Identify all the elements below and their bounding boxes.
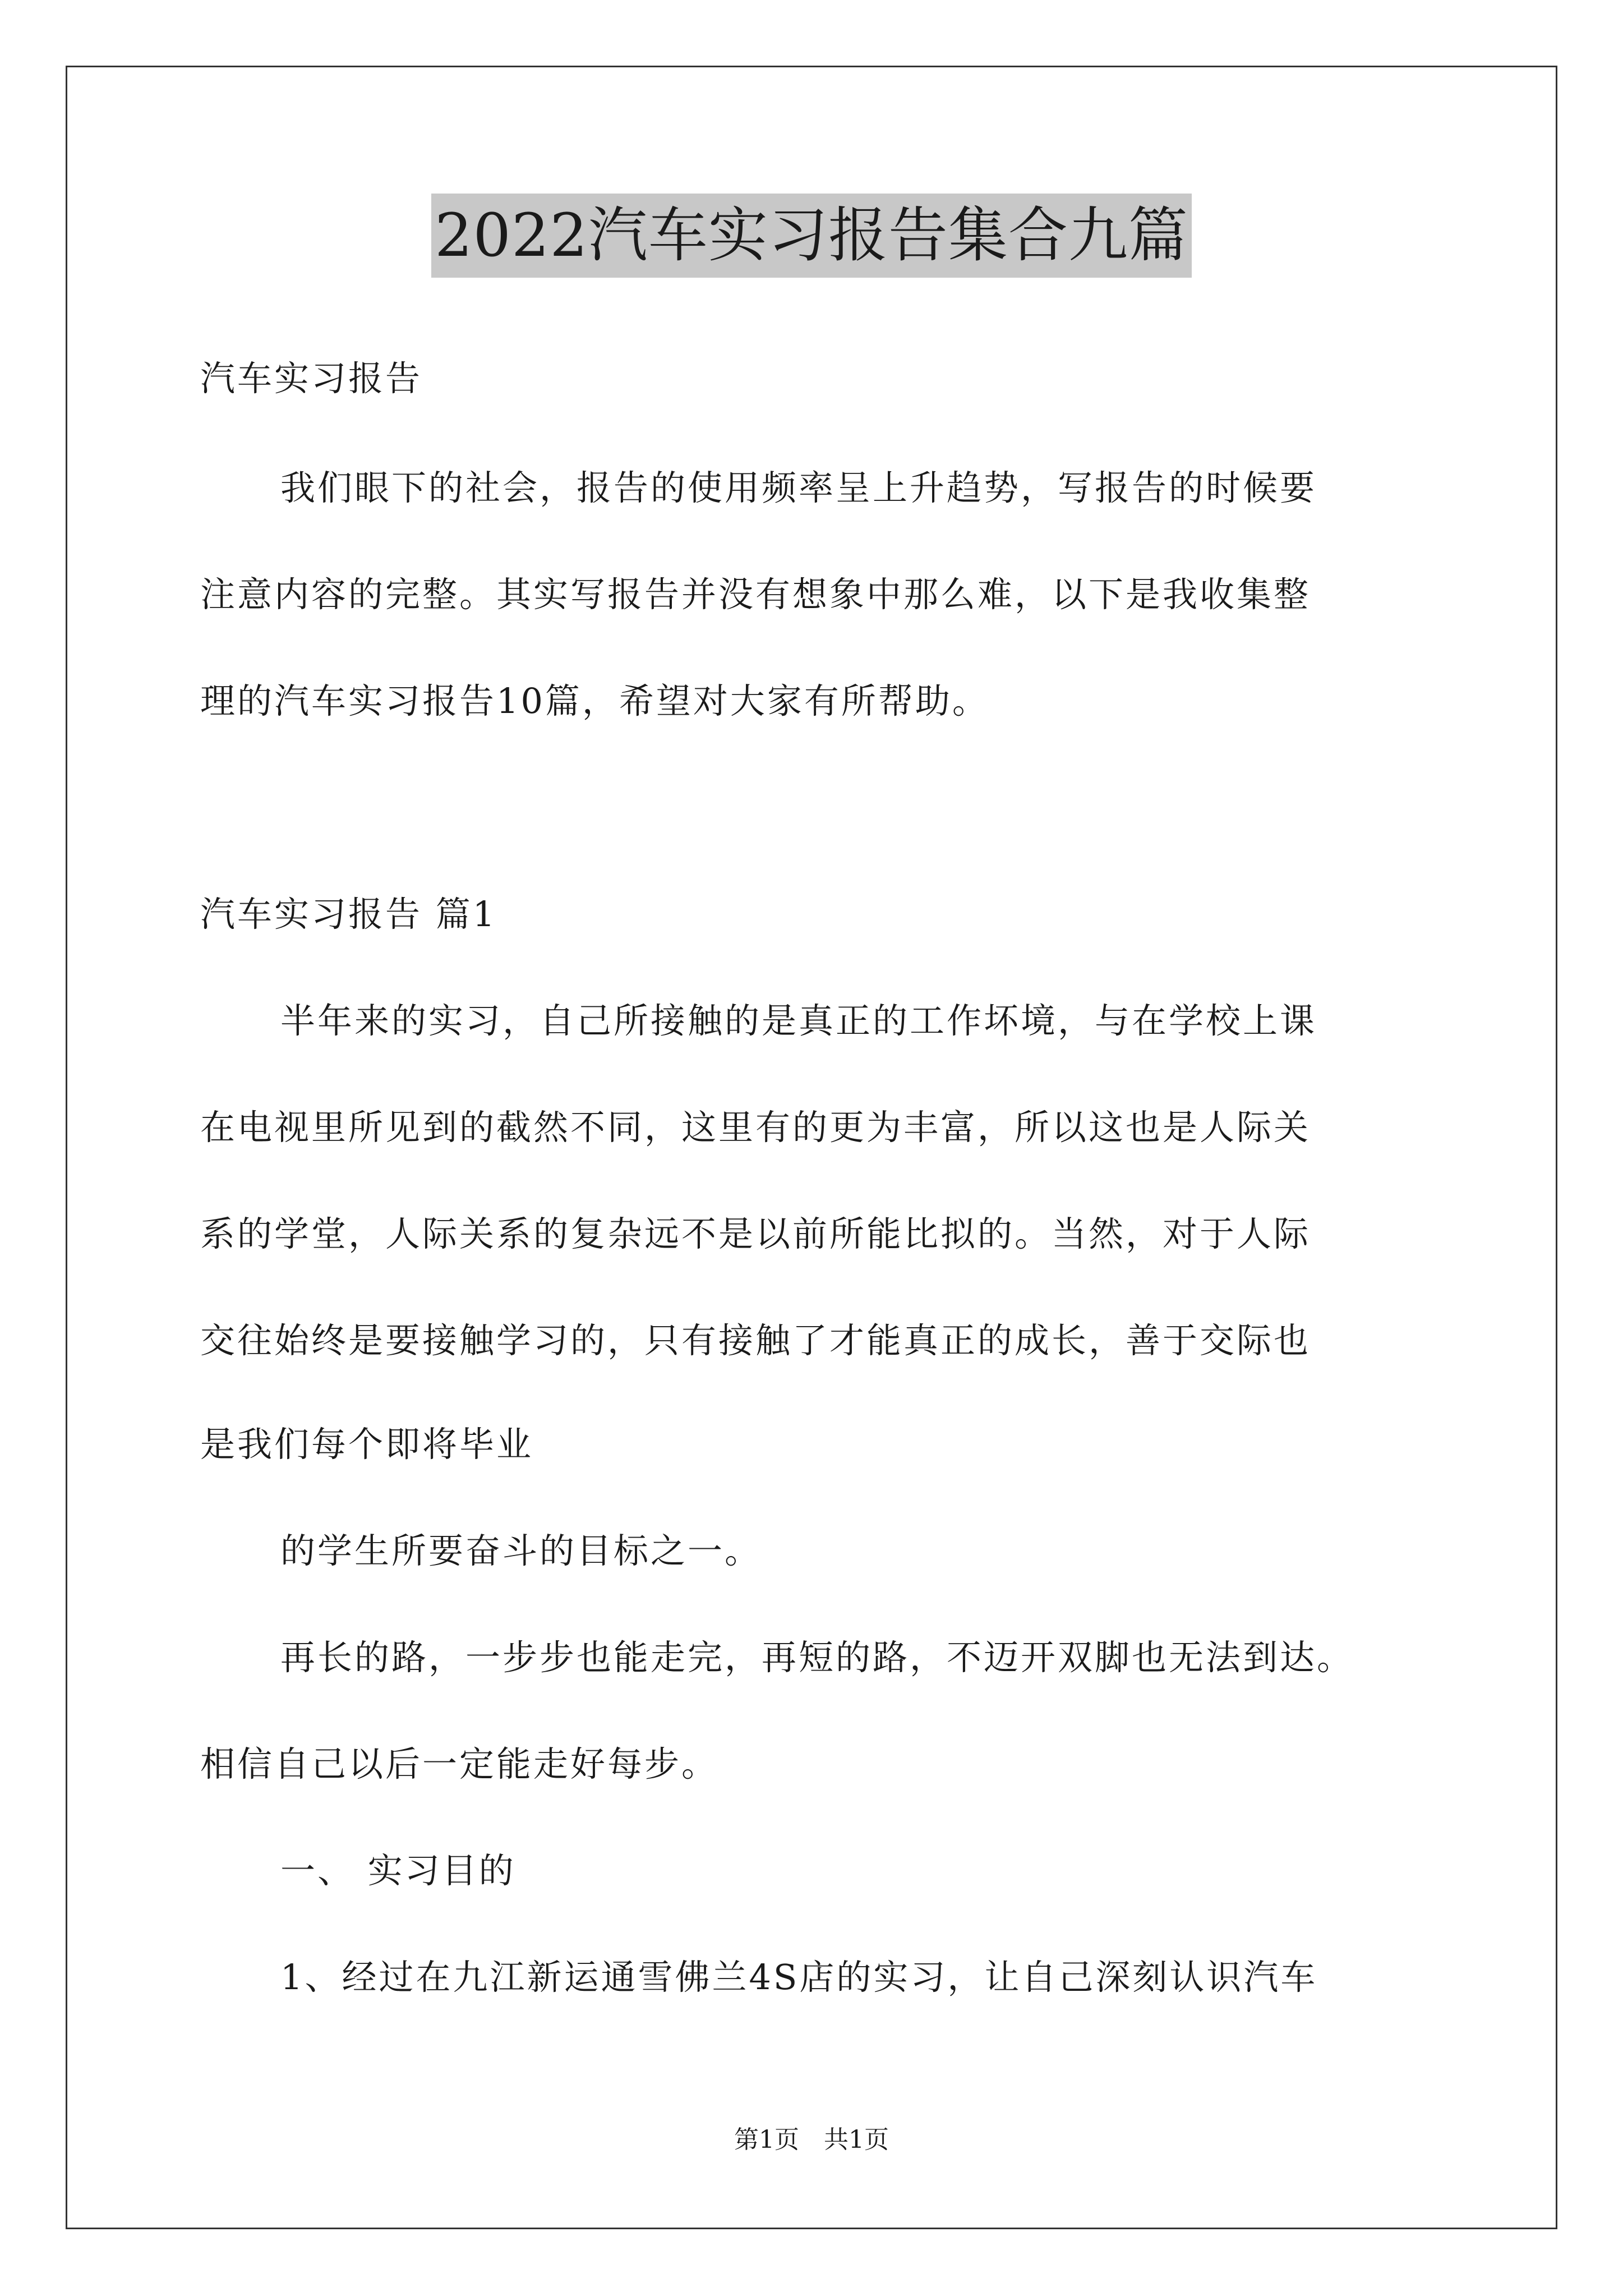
paragraph-line: 相信自己以后一定能走好每步。 xyxy=(200,1743,719,1784)
paragraph-line: 的学生所要奋斗的目标之一。 xyxy=(280,1530,762,1571)
paragraph-line: 注意内容的完整。其实写报告并没有想象中那么难，以下是我收集整 xyxy=(200,574,1311,615)
paragraph-line: 再长的路，一步步也能走完，再短的路，不迈开双脚也无法到达。 xyxy=(280,1637,1354,1678)
paragraph-line: 理的汽车实习报告10篇，希望对大家有所帮助。 xyxy=(200,680,989,721)
paragraph-line: 我们眼下的社会，报告的使用频率呈上升趋势，写报告的时候要 xyxy=(280,467,1317,508)
paragraph-line: 在电视里所见到的截然不同，这里有的更为丰富，所以这也是人际关 xyxy=(200,1107,1311,1148)
title-container xyxy=(0,194,1623,278)
section-heading: 汽车实习报告 xyxy=(200,358,423,399)
document-title: 2022汽车实习报告集合九篇 xyxy=(431,194,1192,278)
section-heading: 汽车实习报告 篇1 xyxy=(200,894,497,935)
paragraph-line: 1、经过在九江新运通雪佛兰4S店的实习，让自己深刻认识汽车 xyxy=(280,1957,1318,1998)
paragraph-line: 半年来的实习，自己所接触的是真正的工作坏境，与在学校上课 xyxy=(280,1000,1317,1041)
paragraph-line: 交往始终是要接触学习的，只有接触了才能真正的成长，善于交际也 xyxy=(200,1320,1311,1361)
subsection-heading: 一、 实习目的 xyxy=(280,1850,516,1891)
paragraph-line: 是我们每个即将毕业 xyxy=(200,1424,534,1465)
page-footer: 第1页 共1页 xyxy=(734,2125,889,2154)
paragraph-line: 系的学堂，人际关系的复杂远不是以前所能比拟的。当然，对于人际 xyxy=(200,1213,1311,1254)
